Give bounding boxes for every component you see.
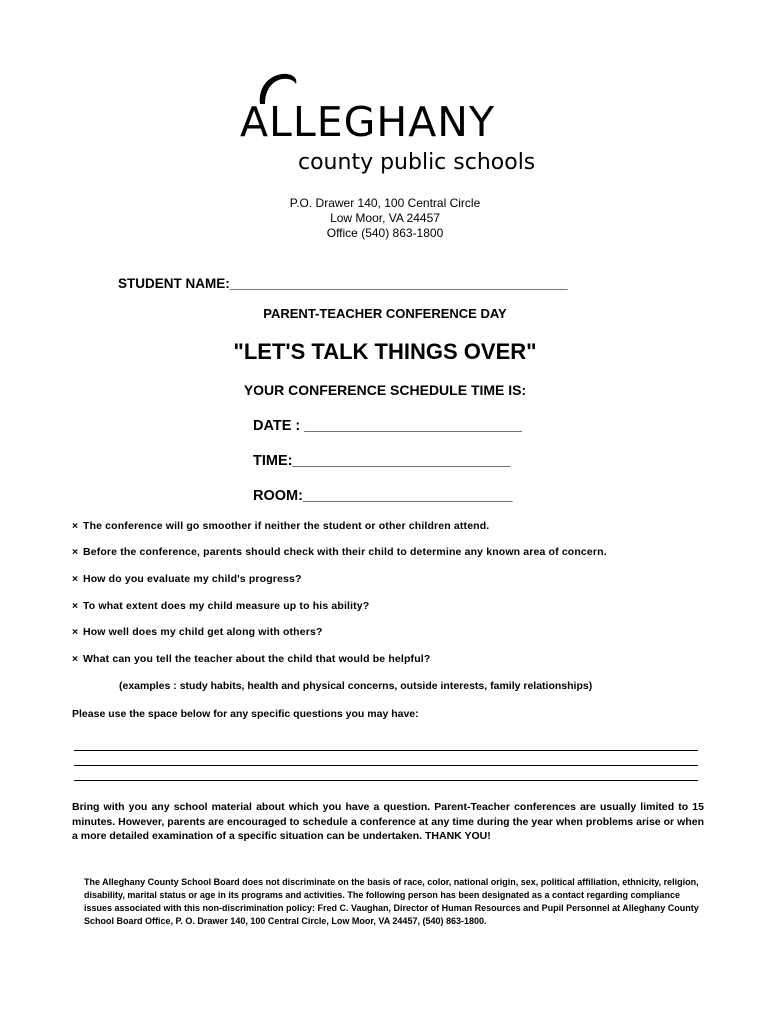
non-discrimination-disclaimer: The Alleghany County School Board does not discriminate on the basis of race, color, national origin, sex, political affiliation, ethnicity, religion, disability, marital status or age in its programs and activities. The following person has been designated as a contact regarding compliance issues associated with this non-discrimination policy: Fred C. Vaughan, Director of Human Resources and Pupil Personnel at Alleghany County School Board Office, P. O. Drawer 140, 100 Central Circle, Low Moor, VA 24457, (540) 863-1800. [84,877,699,926]
school-logo [238,70,538,182]
time-field: TIME:___________________________ [253,453,511,469]
phone-line: Office (540) 863-1800 [326,226,444,240]
tip-text: How do you evaluate my child's progress? [83,573,302,585]
tip-item [72,600,369,612]
x-mark-icon: × [72,573,79,585]
question-line [74,750,698,751]
logo-name: ALLEGHANY [240,98,495,146]
tip-item [72,573,302,585]
question-line [74,765,698,766]
x-mark-icon: × [72,653,79,665]
tip-text: How well does my child get along with others? [83,626,323,638]
room-field: ROOM:__________________________ [253,488,513,504]
schedule-heading: YOUR CONFERENCE SCHEDULE TIME IS: [243,382,527,398]
x-mark-icon: × [72,600,79,612]
x-mark-icon: × [72,626,79,638]
logo-subtitle: county public schools [298,150,536,175]
x-mark-icon: × [72,520,79,532]
tip-item [72,626,323,638]
date-field: DATE : ___________________________ [253,418,523,434]
tip-text: Before the conference, parents should check with their child to determine any known area of concern. [83,546,607,558]
tip-item [72,520,489,532]
examples-note: (examples : study habits, health and physical concerns, outside interests, family relationships) [119,680,593,692]
conference-day-title: PARENT-TEACHER CONFERENCE DAY [263,306,507,321]
address-line: Low Moor, VA 24457 [330,211,440,225]
tip-text: What can you tell the teacher about the child that would be helpful? [83,653,431,665]
question-line [74,780,698,781]
bring-note: Bring with you any school material about which you have a question. Parent-Teacher conferences are usually limited to 15 minutes. However, parents are encouraged to schedule a conference at any time during the year when problems arise or when a more detailed examination of a specific situation can be undertaken. THANK YOU! [72,801,704,842]
tip-text: To what extent does my child measure up to his ability? [83,600,370,612]
address-line: P.O. Drawer 140, 100 Central Circle [289,196,481,210]
x-mark-icon: × [72,546,79,558]
tip-item [72,546,607,558]
slogan-heading: "LET'S TALK THINGS OVER" [233,339,537,364]
address-block [0,196,770,241]
student-name-field: STUDENT NAME:_____________________________________________ [118,276,568,291]
tip-item [72,653,430,665]
questions-prompt: Please use the space below for any specific questions you may have: [72,708,419,720]
tip-text: The conference will go smoother if neither the student or other children attend. [83,520,490,532]
